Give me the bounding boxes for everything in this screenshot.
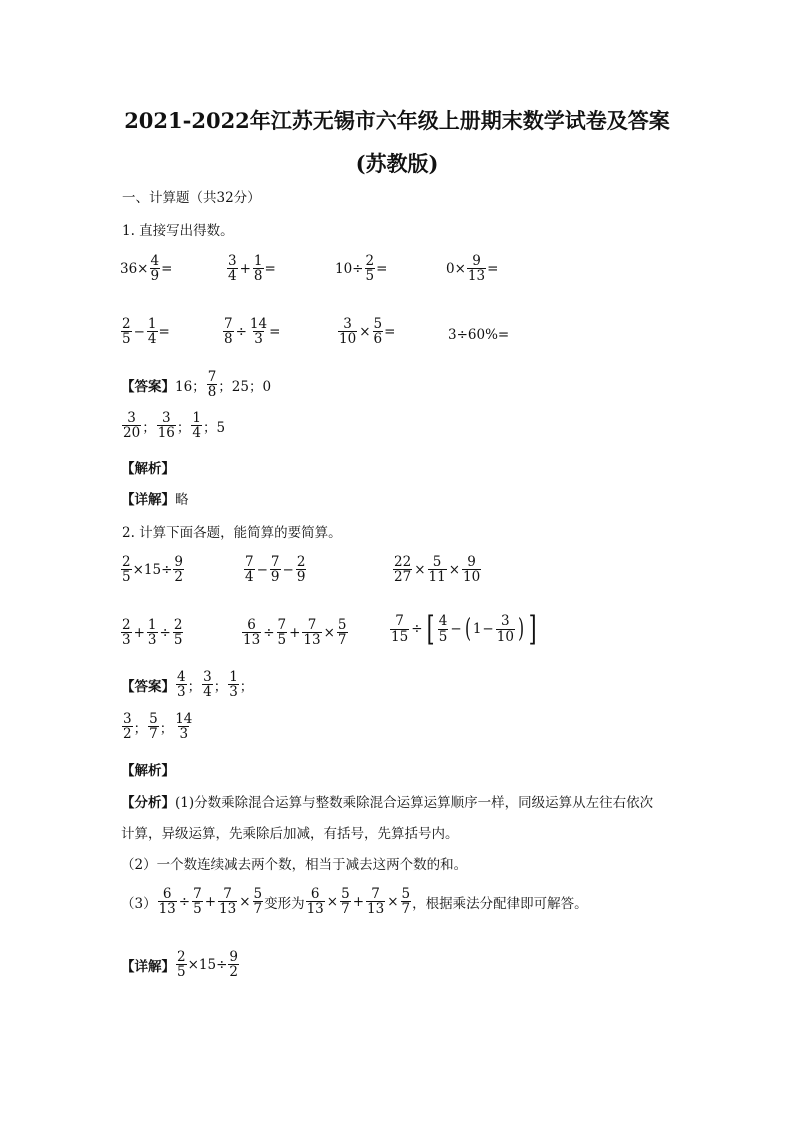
- fraction: $\frac{7}{5}$: [277, 617, 287, 649]
- fraction: $\frac{2}{5}$: [365, 253, 375, 285]
- q1-expr-6: $\frac{7}{8}$ ÷ $\frac{14}{3}$ =: [224, 316, 281, 348]
- q2-expr-5: $\frac{6}{13}$ ÷ $\frac{7}{5}$ + $\frac{7}{13}$ × $\frac{5}{7}$: [243, 617, 347, 649]
- fraction: $\frac{1}{3}$: [229, 669, 238, 701]
- right-bracket: ]: [528, 609, 537, 649]
- q2-analysis-1b: 计算，异级运算，先乘除后加减，有括号，先算括号内。: [121, 826, 459, 842]
- fraction: $\frac{9}{10}$: [463, 554, 481, 586]
- fraction: $\frac{7}{15}$: [391, 613, 409, 645]
- q1-answer-line-1: 【答案】 16； $\frac{7}{8}$ ；25；0: [121, 369, 272, 401]
- fraction: $\frac{1}{4}$: [192, 410, 201, 442]
- q2-analysis-3: （3） $\frac{6}{13}$ ÷ $\frac{7}{5}$ + $\frac{7}{13}$ × $\frac{5}{7}$ 变形为 $\frac{6}{13}$ × $\frac{5}{7}$ + $\frac{7}{13}$ × $\frac{5}{7}$ ，根据乘法分配律即可解答。: [121, 886, 588, 918]
- fraction: $\frac{4}{3}$: [177, 669, 186, 701]
- fraction: $\frac{1}{4}$: [147, 316, 157, 348]
- expr-text: 36×: [120, 260, 149, 277]
- q2-analysis-2: （2）一个数连续减去两个数，相当于减去这两个数的和。: [121, 857, 468, 873]
- fraction: $\frac{3}{20}$: [123, 410, 141, 442]
- q2-expr-1: $\frac{2}{5}$ ×15÷ $\frac{9}{2}$: [122, 554, 183, 586]
- fraction: $\frac{5}{7}$: [401, 886, 411, 918]
- fraction: $\frac{14}{3}$: [249, 316, 268, 348]
- fraction: $\frac{2}{5}$: [122, 554, 131, 586]
- fraction: $\frac{5}{7}$: [341, 886, 350, 918]
- q1-expr-7: $\frac{3}{10}$ × $\frac{5}{6}$ =: [339, 316, 396, 348]
- fraction: $\frac{6}{13}$: [243, 617, 261, 649]
- q1-expr-5: $\frac{2}{5}$ − $\frac{1}{4}$ =: [122, 316, 170, 348]
- document-subtitle: (苏教版): [355, 151, 439, 176]
- fraction: $\frac{6}{13}$: [158, 886, 176, 918]
- fraction: $\frac{5}{7}$: [253, 886, 263, 918]
- q1-expr-1: [120, 254, 172, 283]
- q1-analysis-label: 【解析】: [121, 461, 175, 477]
- q1-expr-8: 3÷60%=: [448, 327, 510, 343]
- fraction: $\frac{9}{2}$: [229, 949, 238, 981]
- fraction: $\frac{9}{13}$: [467, 253, 486, 285]
- document-title: 2021-2022年江苏无锡市六年级上册期末数学试卷及答案: [124, 108, 670, 133]
- expr-text: =: [161, 260, 173, 277]
- q1-expr-2: $\frac{3}{4}$ + $\frac{1}{8}$ =: [228, 253, 276, 285]
- q2-answer-line-2: $\frac{3}{2}$ ； $\frac{5}{7}$ ； $\frac{14}{3}$: [123, 711, 193, 743]
- q1-expr-4: 0× $\frac{9}{13}$ =: [446, 253, 499, 285]
- fraction: $\frac{2}{9}$: [296, 554, 306, 586]
- fraction: $\frac{2}{3}$: [122, 617, 131, 649]
- fraction: $\frac{7}{8}$: [224, 316, 233, 348]
- fraction: $\frac{5}{11}$: [428, 554, 446, 586]
- fraction: $\frac{7}{4}$: [245, 554, 254, 586]
- fraction: $\frac{2}{5}$: [122, 316, 131, 348]
- fraction: $\frac{4}{5}$: [438, 613, 448, 645]
- fraction: $\frac{5}{6}$: [373, 316, 383, 348]
- q2-expr-6: $\frac{7}{15}$ ÷ [ $\frac{4}{5}$ − ( 1 − $\frac{3}{10}$ ) ]: [391, 609, 537, 649]
- fraction: $\frac{3}{16}$: [157, 410, 175, 442]
- fraction: $\frac{1}{3}$: [147, 617, 157, 649]
- q2-answer-line-1: 【答案】 $\frac{4}{3}$ ； $\frac{3}{4}$ ； $\frac{1}{3}$ ；: [121, 669, 254, 701]
- answer-label: 【答案】: [121, 378, 175, 395]
- fraction: $\frac{7}{8}$: [207, 369, 217, 401]
- q2-analysis-1a: 【分析】(1)分数乘除混合运算与整数乘除混合运算运算顺序一样，同级运算从左往右依次: [121, 795, 654, 811]
- fraction: $\frac{22}{27}$: [394, 554, 412, 586]
- left-paren: (: [464, 614, 471, 644]
- fraction: $\frac{6}{13}$: [306, 886, 324, 918]
- fraction: $\frac{14}{3}$: [175, 711, 193, 743]
- q2-analysis-label: 【解析】: [121, 763, 175, 779]
- fraction: $\frac{3}{4}$: [203, 669, 212, 701]
- answer-label: 【答案】: [121, 678, 175, 695]
- fraction: $\frac{4}{9}$: [150, 253, 160, 285]
- left-bracket: [: [426, 609, 435, 649]
- fraction: $\frac{2}{5}$: [177, 949, 186, 981]
- fraction: $\frac{9}{2}$: [174, 554, 183, 586]
- fraction: $\frac{7}{13}$: [303, 617, 321, 649]
- q2-expr-4: $\frac{2}{3}$ + $\frac{1}{3}$ ÷ $\frac{2}{5}$: [122, 617, 183, 649]
- fraction: $\frac{7}{13}$: [219, 886, 237, 918]
- q2-expr-3: $\frac{22}{27}$ × $\frac{5}{11}$ × $\frac{9}{10}$: [394, 554, 481, 586]
- q1-expr-3: 10÷ $\frac{2}{5}$ =: [335, 253, 388, 285]
- fraction: $\frac{7}{5}$: [193, 886, 202, 918]
- fraction: $\frac{2}{5}$: [173, 617, 183, 649]
- fraction: $\frac{5}{7}$: [149, 711, 158, 743]
- question-2-prompt: 2. 计算下面各题，能简算的要简算。: [122, 525, 342, 541]
- right-paren: ): [517, 614, 525, 644]
- fraction: $\frac{5}{7}$: [337, 617, 347, 649]
- fraction: $\frac{3}{4}$: [228, 253, 237, 285]
- fraction: $\frac{3}{10}$: [496, 613, 514, 645]
- fraction: $\frac{1}{8}$: [253, 253, 263, 285]
- q1-answer-line-2: $\frac{3}{20}$ ； $\frac{3}{16}$ ； $\frac{1}{4}$ ；5: [123, 410, 226, 442]
- q1-detail: 【详解】略: [121, 492, 189, 508]
- q2-expr-2: $\frac{7}{4}$ − $\frac{7}{9}$ − $\frac{2}{9}$: [245, 554, 306, 586]
- fraction: $\frac{7}{13}$: [367, 886, 385, 918]
- fraction: $\frac{3}{10}$: [339, 316, 357, 348]
- fraction: $\frac{3}{2}$: [123, 711, 132, 743]
- section-heading: 一、计算题（共32分）: [122, 190, 261, 206]
- fraction: $\frac{7}{9}$: [270, 554, 280, 586]
- question-1-prompt: 1. 直接写出得数。: [122, 223, 234, 239]
- q2-detail: 【详解】 $\frac{2}{5}$ ×15÷ $\frac{9}{2}$: [121, 949, 238, 981]
